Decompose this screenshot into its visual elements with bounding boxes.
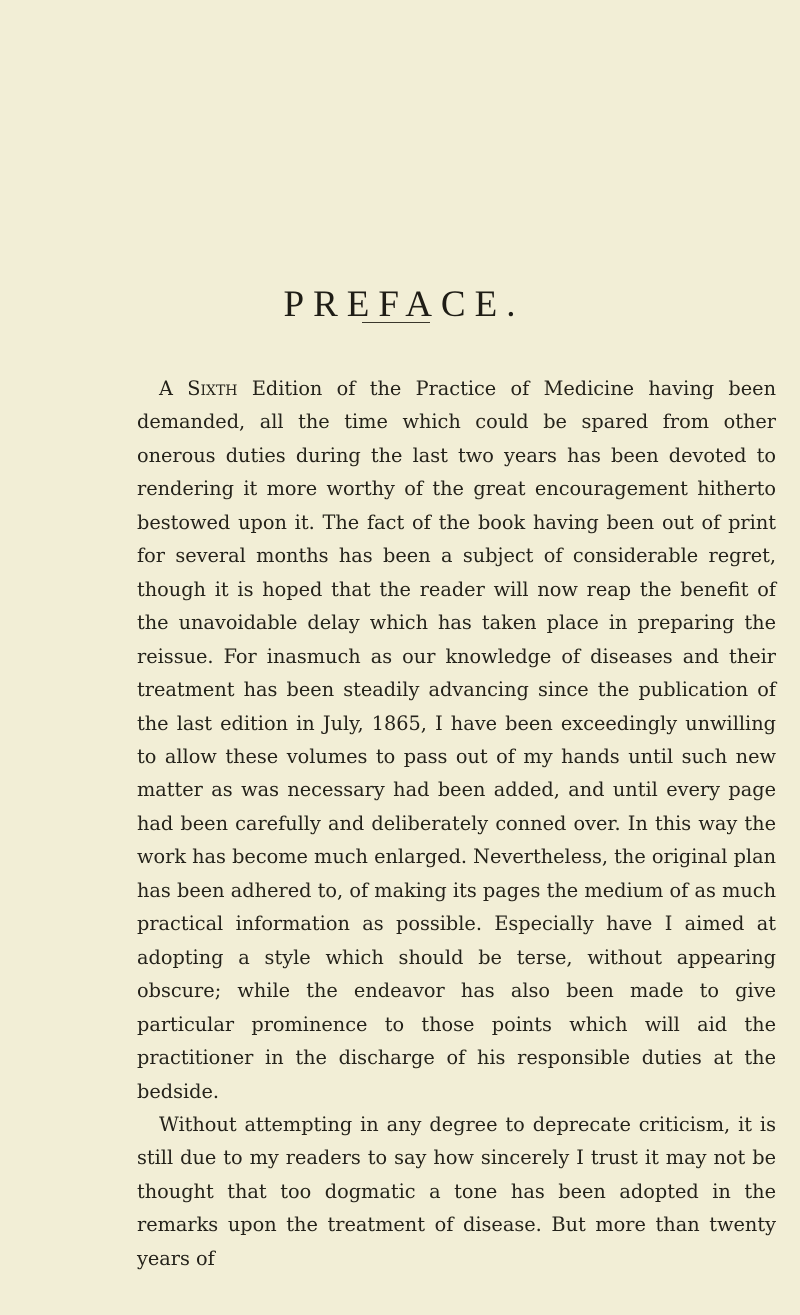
title-rule [362,322,430,323]
paragraph-1-smallcaps: Sixth [187,377,238,400]
page-title: PREFACE. [283,284,525,325]
paragraph-1 [137,372,776,1108]
paragraph-2: Without attempting in any degree to deprecate criticism, it is still due to my readers to say how sincerely I trust it may not be thought that too dogmatic a tone has been adopted in the remarks upon the treatment of disease. But more than twenty years of [137,1112,776,1270]
paragraph-1-text: Edition of the Practice of Medicine having been demanded, all the time which could be spared from other onerous duties during the last two years has been devoted to rendering it more worthy of the great encouragement hitherto bestowed upon it. The fact of the book having been out of print for several months has been a subject of considerable regret, though it is hoped that the reader will now reap the benefit of the unavoidable delay which has taken place in preparing the reissue. For inasmuch as our knowledge of diseases and their treatment has been steadily advancing since the publication of the last edition in July, 1865, I have been exceedingly unwilling to allow these volumes to pass out of my hands until such new matter as was necessary had been added, and until every page had been carefully and deliberately conned over. In this way the work has become much enlarged. Nevertheless, the original plan has been adhered to, of making its pages the medium of as much practical information as possible. Especially have I aimed at adopting a style which should be terse, without appearing obscure; while the endeavor has also been made to give particular prominence to those points which will aid the practitioner in the discharge of his responsible duties at the bedside. [137,377,777,1103]
preface-body [137,372,776,1275]
paragraph-1-lead: A [159,377,188,400]
